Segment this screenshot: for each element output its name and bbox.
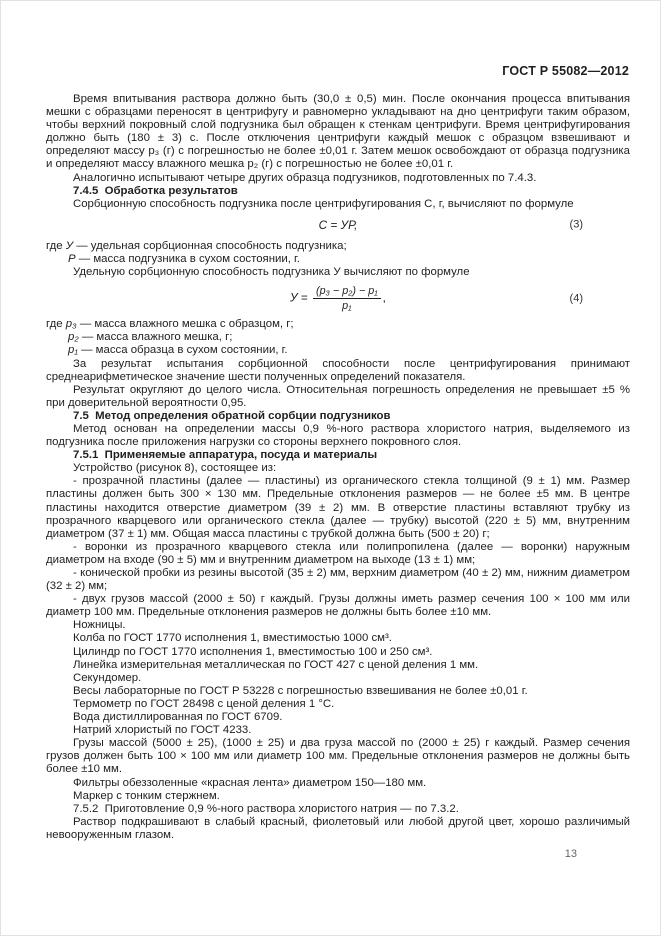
item-filters: Фильтры обеззоленные «красная лента» диаметром 150—180 мм.: [73, 776, 427, 789]
def-p: Р — масса подгузника в сухом состоянии, г.: [68, 253, 300, 266]
def-u: где У — удельная сорбционная способность подгузника;: [46, 239, 347, 252]
formula-3: С = УР, (3): [318, 217, 583, 232]
def-p1: p₁ — масса образца в сухом состоянии, г.: [68, 344, 288, 357]
def-p3: где p₃ — масса влажного мешка с образцом, г;: [46, 318, 294, 331]
para-repeat-test: Аналогично испытывают четыре других образца подгузников, подготовленных по 7.4.3.: [73, 171, 537, 184]
item-marker: Маркер с тонким стержнем.: [73, 789, 220, 802]
heading-7-5: 7.5 Метод определения обратной сорбции подгузников: [73, 409, 391, 422]
item-weights: - двух грузов массой (2000 ± 50) г каждый. Грузы должны иметь размер сечения 100 × 100 мм или диаметр 100 мм. Предельные отклонения размеров не должны быть более ±10 мм.: [46, 593, 630, 619]
para-result-mean: За результат испытания сорбционной способности после центрифугирования принимают среднеарифметическое значение шести полученных определений показателя.: [46, 357, 630, 383]
item-ruler: Линейка измерительная металлическая по ГОСТ 427 с ценой деления 1 мм.: [73, 658, 479, 671]
para-specific-sorption-intro: Удельную сорбционную способность подгузника У вычисляют по формуле: [73, 266, 470, 279]
item-sodium-chloride: Натрий хлористый по ГОСТ 4233.: [73, 724, 252, 737]
para-method-basis: Метод основан на определении массы 0,9 %-ного раствора хлористого натрия, выделяемого из подгузника после приложения нагрузки со стороны верхнего покровного слоя.: [46, 422, 630, 449]
item-thermometer: Термометр по ГОСТ 28498 с ценой деления 1 °С.: [73, 697, 335, 710]
formula-4: У = $\frac{\text{(p₃ − p₂) − p₁}}{\text{p₁}}$ , (4): [290, 285, 583, 313]
page-header-title: ГОСТ Р 55082—2012: [502, 64, 629, 78]
para-result-rounding: Результат округляют до целого числа. Относительная погрешность определения не превышает ±5 % при доверительной вероятности 0,95.: [46, 383, 630, 409]
item-stopper: - конической пробки из резины высотой (35 ± 2) мм, верхним диаметром (40 ± 2) мм, нижним диаметром (32 ± 2) мм;: [46, 567, 630, 593]
formula-number: (4): [569, 292, 583, 305]
item-stopwatch: Секундомер.: [73, 671, 142, 684]
para-solution-tinting: Раствор подкрашивают в слабый красный, фиолетовый или любой другой цвет, хорошо различимый невооруженным глазом.: [46, 815, 630, 841]
item-flask: Колба по ГОСТ 1770 исполнения 1, вместимостью 1000 см³.: [73, 632, 392, 645]
para-absorption-time: Время впитывания раствора должно быть (30,0 ± 0,5) мин. После окончания процесса впитывания мешки с образцами переносят в центрифугу и равномерно укладывают на дно центрифуги таким образом, чтобы верхний покровный слой подгузника был обращен к стенкам центрифуги. Время центрифугирования должно быть (180 ± 3) с. После отключения центрифуги каждый мешок с образцом взвешивают и определяют массу p₃ (г) с погрешностью не более ±0,01 г. Затем мешок освобождают от образца подгузника и определяют массу влажного мешка p₂ (г) с погрешностью не более ±0,01 г.: [46, 93, 630, 171]
formula-number: (3): [569, 218, 583, 231]
para-sorption-formula-intro: Сорбционную способность подгузника после центрифугирования С, г, вычисляют по формуле: [73, 197, 574, 210]
para-device-intro: Устройство (рисунок 8), состоящее из:: [73, 462, 277, 475]
heading-7-4-5: 7.4.5 Обработка результатов: [73, 184, 238, 197]
item-cylinder: Цилиндр по ГОСТ 1770 исполнения 1, вместимостью 100 и 250 см³.: [73, 645, 433, 658]
document-body: [46, 93, 630, 842]
def-p2: p₂ — масса влажного мешка, г;: [68, 331, 233, 344]
item-plate: - прозрачной пластины (далее — пластины) из органического стекла толщиной (9 ± 1) мм. Размер пластины должен быть 300 × 130 мм. Предельные отклонения размеров — не более ±5 мм. В центре пластины находится отверстие диаметром (39 ± 2) мм. В отверстие пластины вставляют трубку из прозрачного кварцевого или органического стекла (далее — трубку) высотой (220 ± 5) мм, внутренним диаметром (37 ± 1) мм. Общая масса пластины с трубкой должна быть (500 ± 20) г;: [46, 475, 630, 540]
item-scales: Весы лабораторные по ГОСТ Р 53228 с погрешностью взвешивания не более ±0,01 г.: [73, 684, 528, 697]
item-water: Вода дистиллированная по ГОСТ 6709.: [73, 711, 283, 724]
page-number: 13: [564, 848, 577, 860]
para-7-5-2: 7.5.2 Приготовление 0,9 %-ного раствора хлористого натрия — по 7.3.2.: [73, 802, 459, 815]
item-load-weights: Грузы массой (5000 ± 25), (1000 ± 25) и два груза массой по (2000 ± 25) г каждый. Размер сечения грузов должен быть 100 × 100 мм или диаметр 100 мм. Предельные отклонения размеров не должны быть более ±10 мм.: [46, 737, 630, 776]
item-scissors: Ножницы.: [73, 619, 126, 632]
heading-7-5-1: 7.5.1 Применяемые аппаратура, посуда и материалы: [73, 449, 378, 462]
item-funnel: - воронки из прозрачного кварцевого стекла или полипропилена (далее — воронки) наружным диаметром на входе (90 ± 5) мм и внутренним диаметром на выходе (13 ± 1) мм;: [46, 540, 630, 566]
